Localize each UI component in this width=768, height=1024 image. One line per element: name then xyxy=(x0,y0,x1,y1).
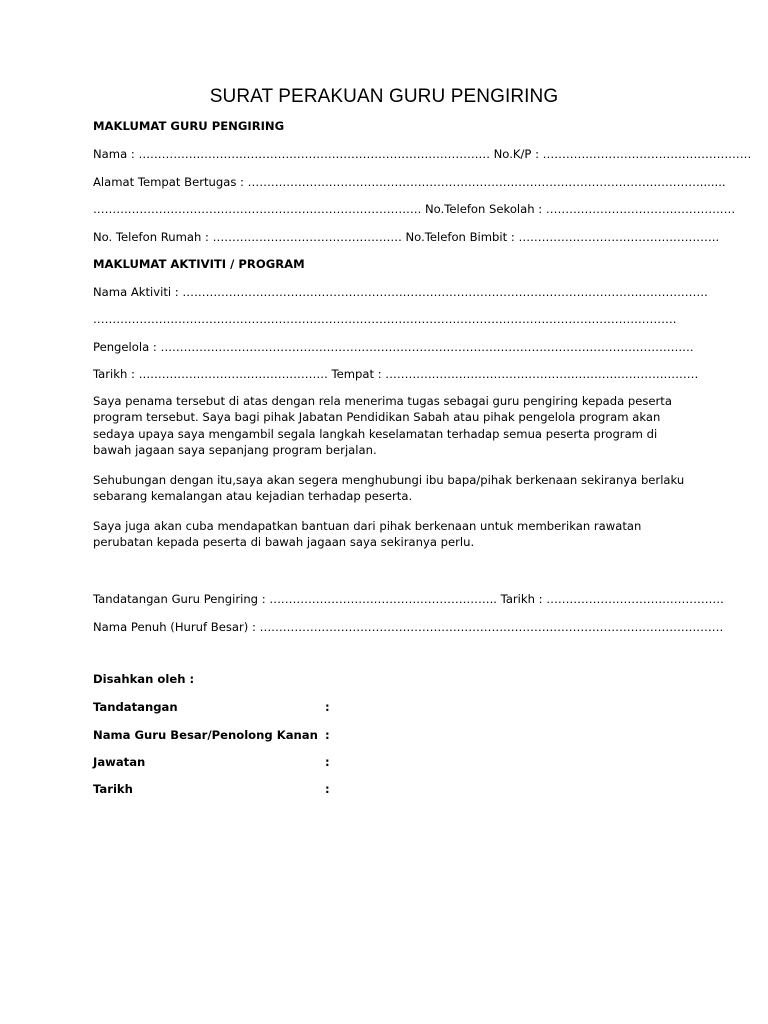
approval-label-tandatangan: Tandatangan xyxy=(93,700,178,714)
field-tarikh-tempat: Tarikh : …………………………………………. Tempat : ……………………………………………………………………… xyxy=(93,367,699,381)
approval-colon: : xyxy=(325,700,330,714)
approval-colon: : xyxy=(325,782,330,796)
paragraph-line: perubatan kepada peserta di bawah jagaan saya sekiranya perlu. xyxy=(93,535,475,550)
paragraph-line: bawah jagaan saya sepanjang program berjalan. xyxy=(93,443,377,458)
approval-label-jawatan: Jawatan xyxy=(93,755,146,769)
approval-colon: : xyxy=(325,755,330,769)
paragraph-line: sebarang kemalangan atau kejadian terhadap peserta. xyxy=(93,489,413,504)
document-title: SURAT PERAKUAN GURU PENGIRING xyxy=(209,86,559,107)
approval-colon: : xyxy=(325,728,330,742)
field-nama: Nama : ………………………………………………………………………………. No.K/P : ……………………………………………… xyxy=(93,147,752,161)
section-heading-aktiviti: MAKLUMAT AKTIVITI / PROGRAM xyxy=(93,257,305,271)
paragraph-line: Saya juga akan cuba mendapatkan bantuan dari pihak berkenaan untuk memberikan rawatan xyxy=(93,519,642,533)
paragraph-declaration xyxy=(93,393,683,459)
field-nama-aktiviti-continued: ……………………………………………………………………………………………………………………………………. xyxy=(93,312,677,326)
field-alamat: Alamat Tempat Bertugas : ………………………………………………………………………………………………………....... xyxy=(93,175,726,189)
paragraph-assistance xyxy=(93,518,683,551)
approval-label-tarikh: Tarikh xyxy=(93,782,133,796)
section-heading-guru: MAKLUMAT GURU PENGIRING xyxy=(93,119,285,133)
field-nama-penuh: Nama Penuh (Huruf Besar) : ………………………………………………………………………………………………………… xyxy=(93,620,724,634)
field-nama-aktiviti: Nama Aktiviti : ………………………………………………………………………………………………………………………. xyxy=(93,285,708,299)
paragraph-line: Saya penama tersebut di atas dengan rela menerima tugas sebagai guru pengiring kepada peserta xyxy=(93,394,672,408)
paragraph-line: sedaya upaya saya mengambil segala langkah keselamatan terhadap semua peserta program di xyxy=(93,426,658,441)
paragraph-contact xyxy=(93,472,683,505)
field-alamat-continued: …………………………………………………………………………. No.Telefon Sekolah : …………………………………………. xyxy=(93,202,736,216)
field-telefon: No. Telefon Rumah : …………………………………………. No.Telefon Bimbit : ……………………………………………. xyxy=(93,230,720,244)
field-pengelola: Pengelola : ………………………………………………………………………………………………………………………… xyxy=(93,340,694,354)
paragraph-line: Sehubungan dengan itu,saya akan segera menghubungi ibu bapa/pihak berkenaan sekiranya berlaku xyxy=(93,473,685,487)
approval-label-nama-guru-besar: Nama Guru Besar/Penolong Kanan xyxy=(93,728,318,742)
paragraph-line: program tersebut. Saya bagi pihak Jabatan Pendidikan Sabah atau pihak pengelola program akan xyxy=(93,410,661,425)
field-tandatangan-guru: Tandatangan Guru Pengiring : ………………………………………………….. Tarikh : ………………………………………. xyxy=(93,592,724,606)
approval-heading: Disahkan oleh : xyxy=(93,672,195,686)
